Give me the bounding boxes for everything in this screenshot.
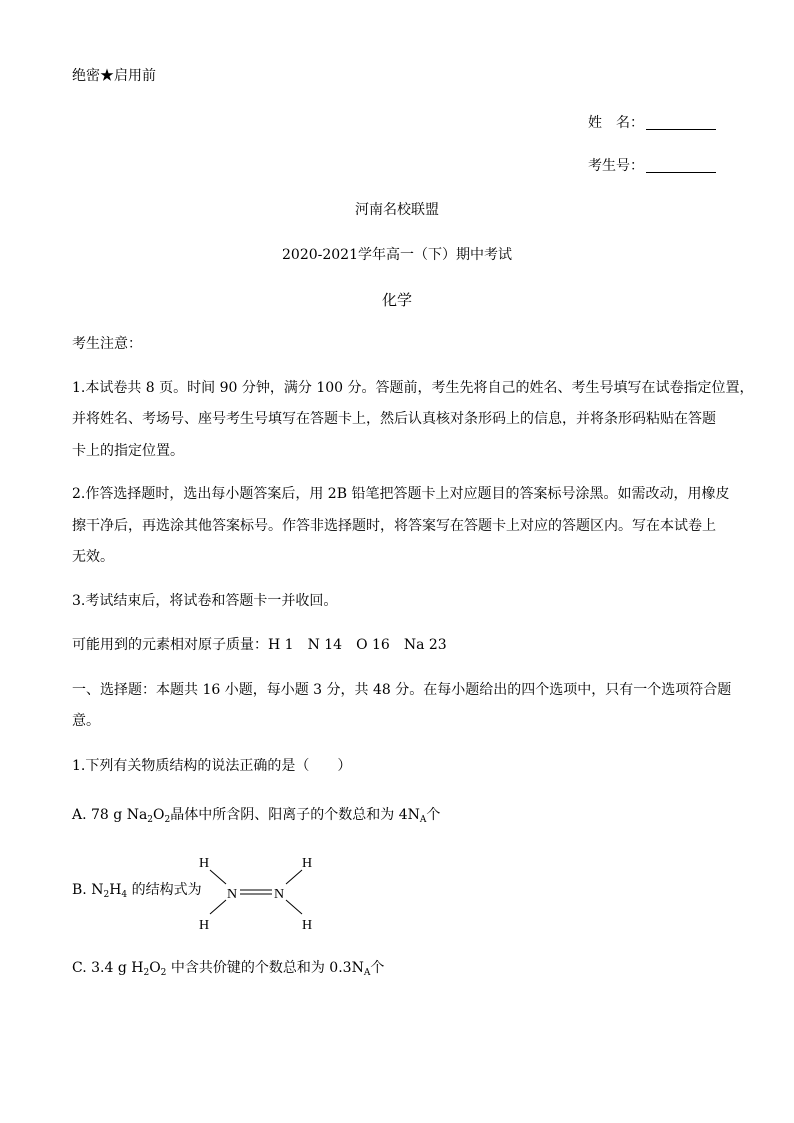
section1-line2: 意。: [72, 713, 100, 729]
bond-h-n-br: [286, 900, 302, 914]
subject-title: 化学: [381, 291, 412, 309]
struct-h-top-right: H: [302, 856, 313, 871]
struct-h-top-left: H: [199, 856, 210, 871]
q1-option-a: A. 78 g $Na_2O_2$晶体中所含阴、阳离子的个数总和为 $4N_A$个: [72, 807, 441, 825]
notice-heading: 考生注意：: [72, 336, 142, 352]
struct-h-bottom-left: H: [199, 918, 210, 933]
notice-item3: 3.考试结束后，将试卷和答题卡一并收回。: [72, 593, 338, 609]
struct-h-bottom-right: H: [302, 918, 313, 933]
q1-stem: 1.下列有关物质结构的说法正确的是（ ）: [72, 758, 352, 774]
id-blank: [646, 158, 716, 173]
bond-h-n-bl: [210, 900, 226, 914]
name-blank: [646, 115, 716, 130]
notice-item1-line1: 1.本试卷共 8 页。时间 90 分钟，满分 100 分。答题前，考生先将自己的姓名、考生号填写在试卷指定位置，: [72, 380, 754, 396]
id-field: [588, 156, 716, 176]
exam-title: 2020-2021学年高一（下）期中考试: [282, 247, 512, 263]
struct-n-right: N: [274, 887, 285, 902]
notice-item2-line1: 2.作答选择题时，选出每小题答案后，用 2B 铅笔把答题卡上对应题目的答案标号涂黑。如需改动，用橡皮: [72, 486, 730, 502]
secret-mark: 绝密★启用前: [72, 68, 156, 84]
n2h4-structure: [190, 848, 330, 938]
bond-h-n-tr: [286, 870, 302, 884]
notice-item2-line3: 无效。: [72, 549, 114, 565]
name-field: [588, 113, 716, 133]
q1-option-b: B. $N_2H_4$ 的结构式为: [72, 882, 202, 900]
org-title: 河南名校联盟: [355, 202, 439, 218]
q1-option-c: C. 3.4 g $H_2O_2$ 中含共价键的个数总和为 $0.3N_A$个: [72, 960, 385, 978]
bond-h-n-tl: [210, 870, 226, 884]
name-label: 姓 名：: [588, 115, 644, 131]
atomic-masses: 可能用到的元素相对原子质量：H 1 N 14 O 16 Na 23: [72, 637, 447, 653]
notice-item2-line2: 擦干净后，再选涂其他答案标号。作答非选择题时，将答案写在答题卡上对应的答题区内。写在本试卷上: [72, 518, 716, 534]
notice-item1-line3: 卡上的指定位置。: [72, 443, 184, 459]
section1-line1: 一、选择题：本题共 16 小题，每小题 3 分，共 48 分。在每小题给出的四个选项中，只有一个选项符合题: [72, 682, 732, 698]
struct-n-left: N: [227, 887, 238, 902]
id-label: 考生号：: [588, 158, 644, 174]
notice-item1-line2: 并将姓名、考场号、座号考生号填写在答题卡上，然后认真核对条形码上的信息，并将条形码粘贴在答题: [72, 411, 716, 427]
